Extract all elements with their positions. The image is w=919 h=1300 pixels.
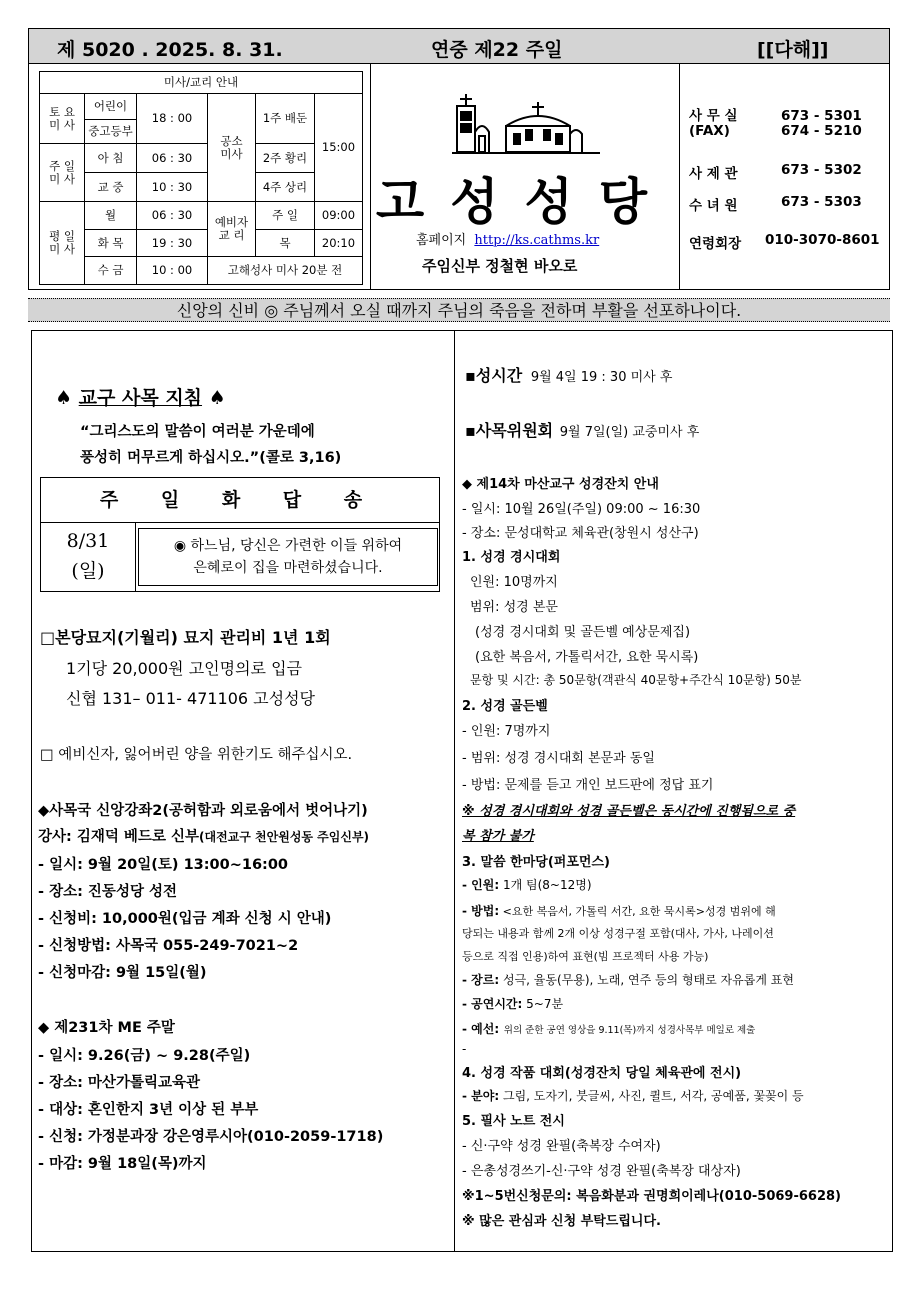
section-1-line: 범위: 성경 본문: [470, 600, 558, 615]
me-item: - 신청: 가정분과장 강은영루시아(010-2059-1718): [38, 1129, 384, 1145]
section-3-method-1: [462, 902, 776, 919]
note-line-1: ※ 성경 경시대회와 성경 골든벨은 동시간에 진행됨으로 중: [462, 804, 796, 819]
catechism-time: 20:10: [315, 230, 363, 257]
contact-funeral-label: 연령회장: [689, 236, 742, 252]
section-3-method-2: 당되는 내용과 함께 2개 이상 성경구절 포함(대사, 가사, 나레이션: [462, 927, 774, 940]
guide-quote-1: “그리스도의 말씀이 여러분 가운데에: [80, 424, 315, 440]
homepage-link[interactable]: http://ks.cathms.kr: [474, 233, 600, 248]
lecture-speaker-note: (대전교구 천안원성동 주임신부): [199, 830, 370, 844]
header-panel: [28, 64, 890, 290]
closing-line: ※ 많은 관심과 신청 부탁드립니다.: [462, 1214, 661, 1229]
spade-icon: ♠: [208, 387, 226, 409]
psalm-date: 8/31: [66, 530, 110, 552]
guide-quote-2: 풍성히 머무르게 하십시오.”(콜로 3,16): [80, 450, 342, 466]
contact-convent-label: 수 녀 원: [689, 198, 738, 214]
me-item: - 일시: 9.26(금) ~ 9.28(주일): [38, 1048, 251, 1064]
sun-row-name: 아 침: [85, 144, 137, 173]
section-4-title: 4. 성경 작품 대회(성경잔치 당일 체육관에 전시): [462, 1066, 742, 1081]
guide-heading: [55, 383, 226, 410]
people-label: - 인원:: [462, 878, 500, 892]
method-label: - 방법:: [462, 904, 500, 918]
contact-rectory-label: 사 제 관: [689, 166, 738, 182]
church-name: 고성성당: [375, 173, 674, 231]
cemetery-title: □본당묘지(기월리) 묘지 관리비 1년 1회: [40, 628, 331, 647]
lecture-speaker: 강사: 김재덕 베드로 신부: [38, 829, 200, 845]
section-3-time: [462, 995, 563, 1012]
lecture-speaker-line: [38, 825, 369, 846]
contact-office-value: 673 - 5301 674 - 5210: [781, 108, 862, 139]
homepage-label: 홈페이지: [416, 233, 467, 248]
holy-hour-line: [465, 363, 672, 386]
gongso-mass-label: 공소 미사: [208, 94, 256, 202]
contact-convent-value: 673 - 5303: [781, 194, 862, 210]
liturgical-cycle: [[다해]]: [757, 39, 829, 61]
sat-mass-time: 18 : 00: [137, 94, 208, 144]
psalm-day: (일): [71, 560, 105, 582]
section-1-line: (요한 복음서, 가톨릭서간, 요한 묵시록): [475, 650, 699, 665]
lecture-item: - 신청마감: 9월 15일(월): [38, 965, 207, 981]
prelim-value: 위의 준한 공연 영상을 9.11(목)까지 성경사목부 메일로 제출: [503, 1025, 756, 1036]
section-5-line: - 은총성경쓰기-신·구약 성경 완필(축복장 대상자): [462, 1164, 741, 1179]
psalm-line-1: ◉ 하느님, 당신은 가련한 이들 위하여: [173, 538, 403, 554]
section-3-method-3: 등으로 직접 인용)하여 표현(빔 프로젝터 사용 가능): [462, 950, 709, 963]
people-value: 1개 팀(8~12명): [502, 878, 592, 892]
committee-text: 9월 7일(일) 교중미사 후: [559, 425, 700, 440]
committee-line: [465, 418, 699, 441]
lecture-item: - 장소: 진동성당 성전: [38, 884, 178, 900]
catechism-day: 주 일: [256, 202, 315, 230]
section-3-preliminary: [462, 1020, 755, 1037]
section-1-line: 인원: 10명까지: [470, 575, 558, 590]
genre-label: - 장르:: [462, 973, 500, 987]
pastor-name: 주임신부 정철현 바오로: [422, 257, 578, 275]
festival-place: - 장소: 문성대학교 체육관(창원시 성산구): [462, 526, 699, 541]
sun-row-name: 교 중: [85, 173, 137, 202]
section-1-title: 1. 성경 경시대회: [462, 550, 561, 565]
issue-number: 제 5020 . 2025. 8. 31.: [57, 39, 283, 61]
psalm-line-2: 은혜로이 집을 마련하셨습니다.: [193, 560, 383, 576]
field-value: 그림, 도자기, 붓글씨, 사진, 퀼트, 서각, 공예품, 꽃꽂이 등: [502, 1089, 804, 1103]
me-title: ◆ 제231차 ME 주말: [38, 1020, 175, 1036]
committee-title: ▪사목위원회: [465, 421, 554, 440]
section-5-title: 5. 필사 노트 전시: [462, 1114, 565, 1129]
section-1-line: 문항 및 시간: 총 50문항(객관식 40문항+주간식 10문항) 50분: [470, 673, 802, 687]
holy-hour-text: 9월 4일 19 : 30 미사 후: [530, 370, 673, 385]
mystery-of-faith-slogan: 신앙의 신비 ◎ 주님께서 오실 때까지 주님의 죽음을 전하며 부활을 선포하나이다.: [28, 298, 890, 322]
confession-note: 고해성사 미사 20분 전: [208, 257, 363, 285]
contact-office-label: 사 무 실 (FAX): [689, 108, 738, 139]
sun-mass-label: 주 일 미 사: [40, 144, 85, 202]
me-item: - 대상: 혼인한지 3년 이상 된 부부: [38, 1102, 259, 1118]
catechism-label: 예비자 교 리: [208, 202, 256, 257]
weekday-row-name: 화 목: [85, 230, 137, 257]
cemetery-line-1: 1기당 20,000원 고인명의로 입금: [66, 659, 302, 678]
guide-title: 교구 사목 지침: [78, 387, 203, 409]
festival-title: ◆ 제14차 마산교구 성경잔치 안내: [462, 477, 659, 492]
liturgical-sunday: 연중 제22 주일: [431, 39, 563, 61]
genre-value: 성극, 율동(무용), 노래, 연주 등의 형태로 자유롭게 표현: [502, 973, 794, 987]
weekday-row-name: 월: [85, 202, 137, 230]
weekday-row-name: 수 금: [85, 257, 137, 285]
perf-time-value: 5~7분: [526, 997, 564, 1011]
children-label: 어린이: [85, 94, 137, 120]
me-item: - 마감: 9월 18일(목)까지: [38, 1156, 207, 1172]
spade-icon: ♠: [55, 387, 73, 409]
cemetery-line-2: 신협 131– 011- 471106 고성성당: [66, 689, 316, 708]
church-building-icon: [452, 92, 602, 154]
youth-label: 중고등부: [85, 120, 137, 144]
catechism-day: 목: [256, 230, 315, 257]
prayer-request: □ 예비신자, 잃어버린 양을 위한기도 해주십시오.: [40, 747, 353, 763]
section-2-line: - 범위: 성경 경시대회 본문과 동일: [462, 751, 655, 766]
section-2-line: - 인원: 7명까지: [462, 724, 551, 739]
inquiry-line: ※1~5번신청문의: 복음화분과 권명희이레나(010-5069-6628): [462, 1189, 841, 1204]
lecture-title: ◆사목국 신앙강좌2(공허함과 외로움에서 벗어나기): [38, 803, 368, 819]
psalm-date-cell: [41, 522, 136, 591]
section-5-line: - 신·구약 성경 완필(축복장 수여자): [462, 1139, 661, 1154]
sun-row-time: 06 : 30: [137, 144, 208, 173]
perf-time-label: - 공연시간:: [462, 997, 523, 1011]
lecture-item: - 일시: 9월 20일(토) 13:00~16:00: [38, 857, 289, 873]
issue-bar: [28, 28, 890, 64]
mass-table-title: 미사/교리 안내: [40, 72, 363, 94]
catechism-time: 09:00: [315, 202, 363, 230]
holy-hour-title: ▪성시간: [465, 366, 523, 385]
weekday-row-time: 19 : 30: [137, 230, 208, 257]
mass-schedule-grid: [39, 71, 363, 282]
note-line-2: 복 참가 불가: [462, 829, 534, 844]
homepage-line: [416, 229, 599, 248]
field-label: - 분야:: [462, 1089, 500, 1103]
festival-date: - 일시: 10월 26일(주일) 09:00 ~ 16:30: [462, 502, 701, 517]
responsorial-psalm-box: [40, 477, 440, 592]
gongso-row-3: 4주 상리: [256, 173, 315, 202]
gongso-time: 15:00: [315, 94, 363, 202]
weekday-row-time: 06 : 30: [137, 202, 208, 230]
weekday-mass-label: 평 일 미 사: [40, 202, 85, 285]
sun-row-time: 10 : 30: [137, 173, 208, 202]
contact-funeral-value: 010-3070-8601: [765, 232, 880, 248]
section-3-people: [462, 876, 592, 893]
method-line: <요한 복음서, 가톨릭 서간, 요한 묵시록>성경 범위에 해: [502, 905, 776, 918]
section-1-line: (성경 경시대회 및 골든벨 예상문제집): [475, 625, 691, 640]
sat-mass-label: 토 요 미 사: [40, 94, 85, 144]
lecture-item: - 신청비: 10,000원(입금 계좌 신청 시 안내): [38, 911, 332, 927]
section-2-line: - 방법: 문제를 듣고 개인 보드판에 정답 표기: [462, 778, 714, 793]
gongso-row-1: 1주 배둔: [256, 94, 315, 144]
contact-rectory-value: 673 - 5302: [781, 162, 862, 178]
section-3-genre: [462, 971, 794, 988]
me-item: - 장소: 마산가톨릭교육관: [38, 1075, 200, 1091]
section-4-line: [462, 1087, 804, 1104]
section-3-title: 3. 말씀 한마당(퍼포먼스): [462, 855, 610, 870]
section-2-title: 2. 성경 골든벨: [462, 699, 548, 714]
psalm-title: 주 일 화 답 송: [41, 478, 439, 523]
dash-line: -: [462, 1042, 467, 1056]
weekday-row-time: 10 : 00: [137, 257, 208, 285]
lecture-item: - 신청방법: 사목국 055-249-7021~2: [38, 938, 299, 954]
gongso-row-2: 2주 황리: [256, 144, 315, 173]
psalm-response: [138, 528, 438, 586]
prelim-label: - 예선:: [462, 1022, 500, 1036]
